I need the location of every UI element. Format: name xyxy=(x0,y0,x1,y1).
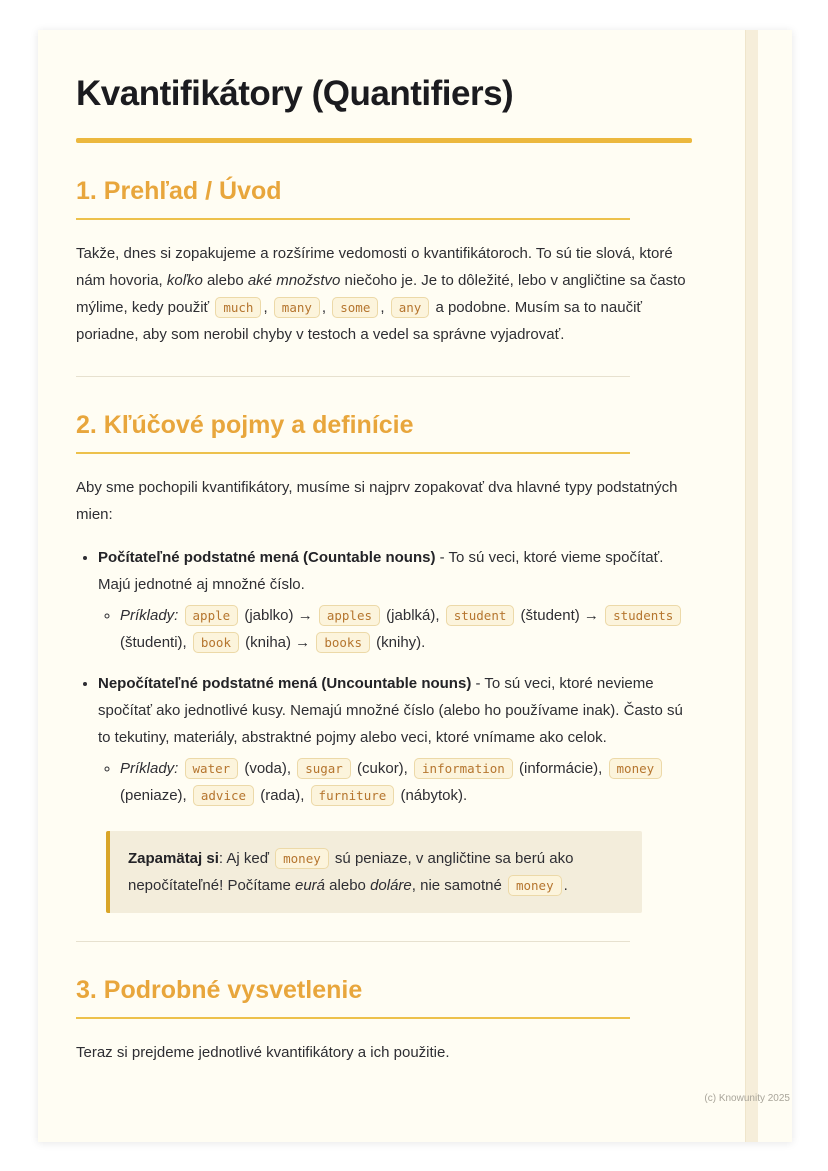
text-run: , nie samotné xyxy=(411,876,506,894)
code-chip: apples xyxy=(319,605,380,626)
remember-note-callout xyxy=(106,831,642,913)
title-underline-rule xyxy=(76,138,692,143)
code-chip: information xyxy=(414,758,513,779)
text-run: aké množstvo xyxy=(247,272,341,289)
list-item-text xyxy=(98,670,692,751)
text-run: (kniha) → xyxy=(240,633,315,651)
text-run: (študenti), xyxy=(120,633,191,651)
copyright-footer: (c) Knowunity 2025 xyxy=(704,1093,790,1104)
code-chip: furniture xyxy=(311,785,395,806)
text-run: Zapamätaj si xyxy=(128,849,219,867)
text-run: : Aj keď xyxy=(218,849,274,867)
uncountable-examples-list xyxy=(98,755,692,809)
text-run: - To sú veci, ktoré vieme spočítať. Majú jednotné aj množné číslo. xyxy=(98,548,664,593)
text-run: niečoho je. Je to dôležité, lebo v angličtine sa často mýlime, kedy použiť xyxy=(76,272,686,316)
section-heading-detailed: 3. Podrobné vysvetlenie xyxy=(76,975,363,1004)
document-content xyxy=(38,30,792,1066)
text-run: Teraz si prejdeme jednotlivé kvantifikátory a ich použitie. xyxy=(76,1043,450,1061)
list-item-uncountable xyxy=(98,670,692,809)
code-chip: money xyxy=(508,875,562,896)
code-chip: much xyxy=(215,297,261,318)
text-run: , xyxy=(321,299,331,316)
text-run: (študent) → xyxy=(516,606,604,624)
text-run: , xyxy=(380,299,389,316)
code-chip: student xyxy=(446,605,515,626)
text-run: koľko xyxy=(166,272,203,289)
code-chip: book xyxy=(193,632,239,653)
code-chip: water xyxy=(185,758,239,779)
noun-types-list xyxy=(76,544,692,809)
sub-list-item-text xyxy=(120,755,692,809)
callout-text xyxy=(128,845,624,899)
text-run: sú peniaze, v angličtine sa berú ako nepočítateľné! Počítame xyxy=(128,849,574,894)
text-run: - To sú veci, ktoré nevieme spočítať ako jednotlivé kusy. Nemajú množné číslo (alebo ho používame inak). Často sú to tekutiny, materiály, abstraktné pojmy alebo veci, ktoré vnímame ako celok. xyxy=(98,674,683,746)
sub-list-item-text xyxy=(120,602,692,656)
text-run: (jablko) → xyxy=(240,606,317,624)
section-underline-rule xyxy=(76,218,630,220)
paragraph-detailed-intro xyxy=(76,1039,692,1066)
section-heading-overview: 1. Prehľad / Úvod xyxy=(76,177,282,206)
text-run: , xyxy=(263,299,272,316)
text-run: eurá xyxy=(294,876,326,894)
list-item-countable xyxy=(98,544,692,656)
section-divider xyxy=(76,941,630,942)
code-chip: advice xyxy=(193,785,254,806)
text-run: Takže, dnes si zopakujeme a rozšírime vedomosti o kvantifikátoroch. To sú tie slová, ktoré nám hovoria, xyxy=(76,245,673,289)
sub-list-item-countable-examples xyxy=(120,602,692,656)
text-run: a podobne. Musím sa to naučiť poriadne, aby som nerobil chyby v testoch a vedel sa správne vyjadrovať. xyxy=(76,299,643,343)
list-item-text xyxy=(98,544,692,598)
countable-examples-list xyxy=(98,602,692,656)
text-run: (voda), xyxy=(240,759,296,777)
document-sheet xyxy=(38,30,792,1142)
text-run: Aby sme pochopili kvantifikátory, musíme si najprv zopakovať dva hlavné typy podstatných mien: xyxy=(76,478,678,523)
section-underline-rule xyxy=(76,1017,630,1019)
code-chip: apple xyxy=(185,605,239,626)
text-run: . xyxy=(563,876,568,894)
text-run: (knihy). xyxy=(371,633,426,651)
section-heading-key-terms: 2. Kľúčové pojmy a definície xyxy=(76,411,414,439)
code-chip: any xyxy=(391,297,430,318)
paragraph-key-terms-intro xyxy=(76,474,692,528)
text-run: (peniaze), xyxy=(120,786,191,804)
section-overview xyxy=(76,177,692,348)
paragraph-overview xyxy=(76,240,692,348)
text-run: Príklady: xyxy=(120,759,183,777)
code-chip: money xyxy=(609,758,663,779)
sub-list-item-uncountable-examples xyxy=(120,755,692,809)
code-chip: students xyxy=(605,605,681,626)
text-run: doláre xyxy=(370,876,412,894)
section-underline-rule xyxy=(76,452,630,454)
text-run: (cukor), xyxy=(352,759,413,777)
document-title: Kvantifikátory (Quantifiers) xyxy=(76,74,514,113)
code-chip: money xyxy=(275,848,329,869)
text-run: (rada), xyxy=(256,786,309,804)
text-run: alebo xyxy=(202,272,248,289)
code-chip: some xyxy=(332,297,378,318)
code-chip: sugar xyxy=(297,758,351,779)
code-chip: many xyxy=(274,297,320,318)
text-run: (nábytok). xyxy=(396,786,468,804)
text-run: Počítateľné podstatné mená (Countable nouns) xyxy=(98,548,436,566)
section-key-terms xyxy=(76,411,692,913)
text-run: Príklady: xyxy=(120,606,183,624)
code-chip: books xyxy=(316,632,370,653)
text-run: alebo xyxy=(325,876,371,894)
section-detailed-explanation xyxy=(76,976,692,1066)
text-run: (informácie), xyxy=(514,759,607,777)
section-divider xyxy=(76,376,630,377)
text-run: (jablká), xyxy=(382,606,444,624)
text-run: Nepočítateľné podstatné mená (Uncountable nouns) xyxy=(98,674,472,692)
